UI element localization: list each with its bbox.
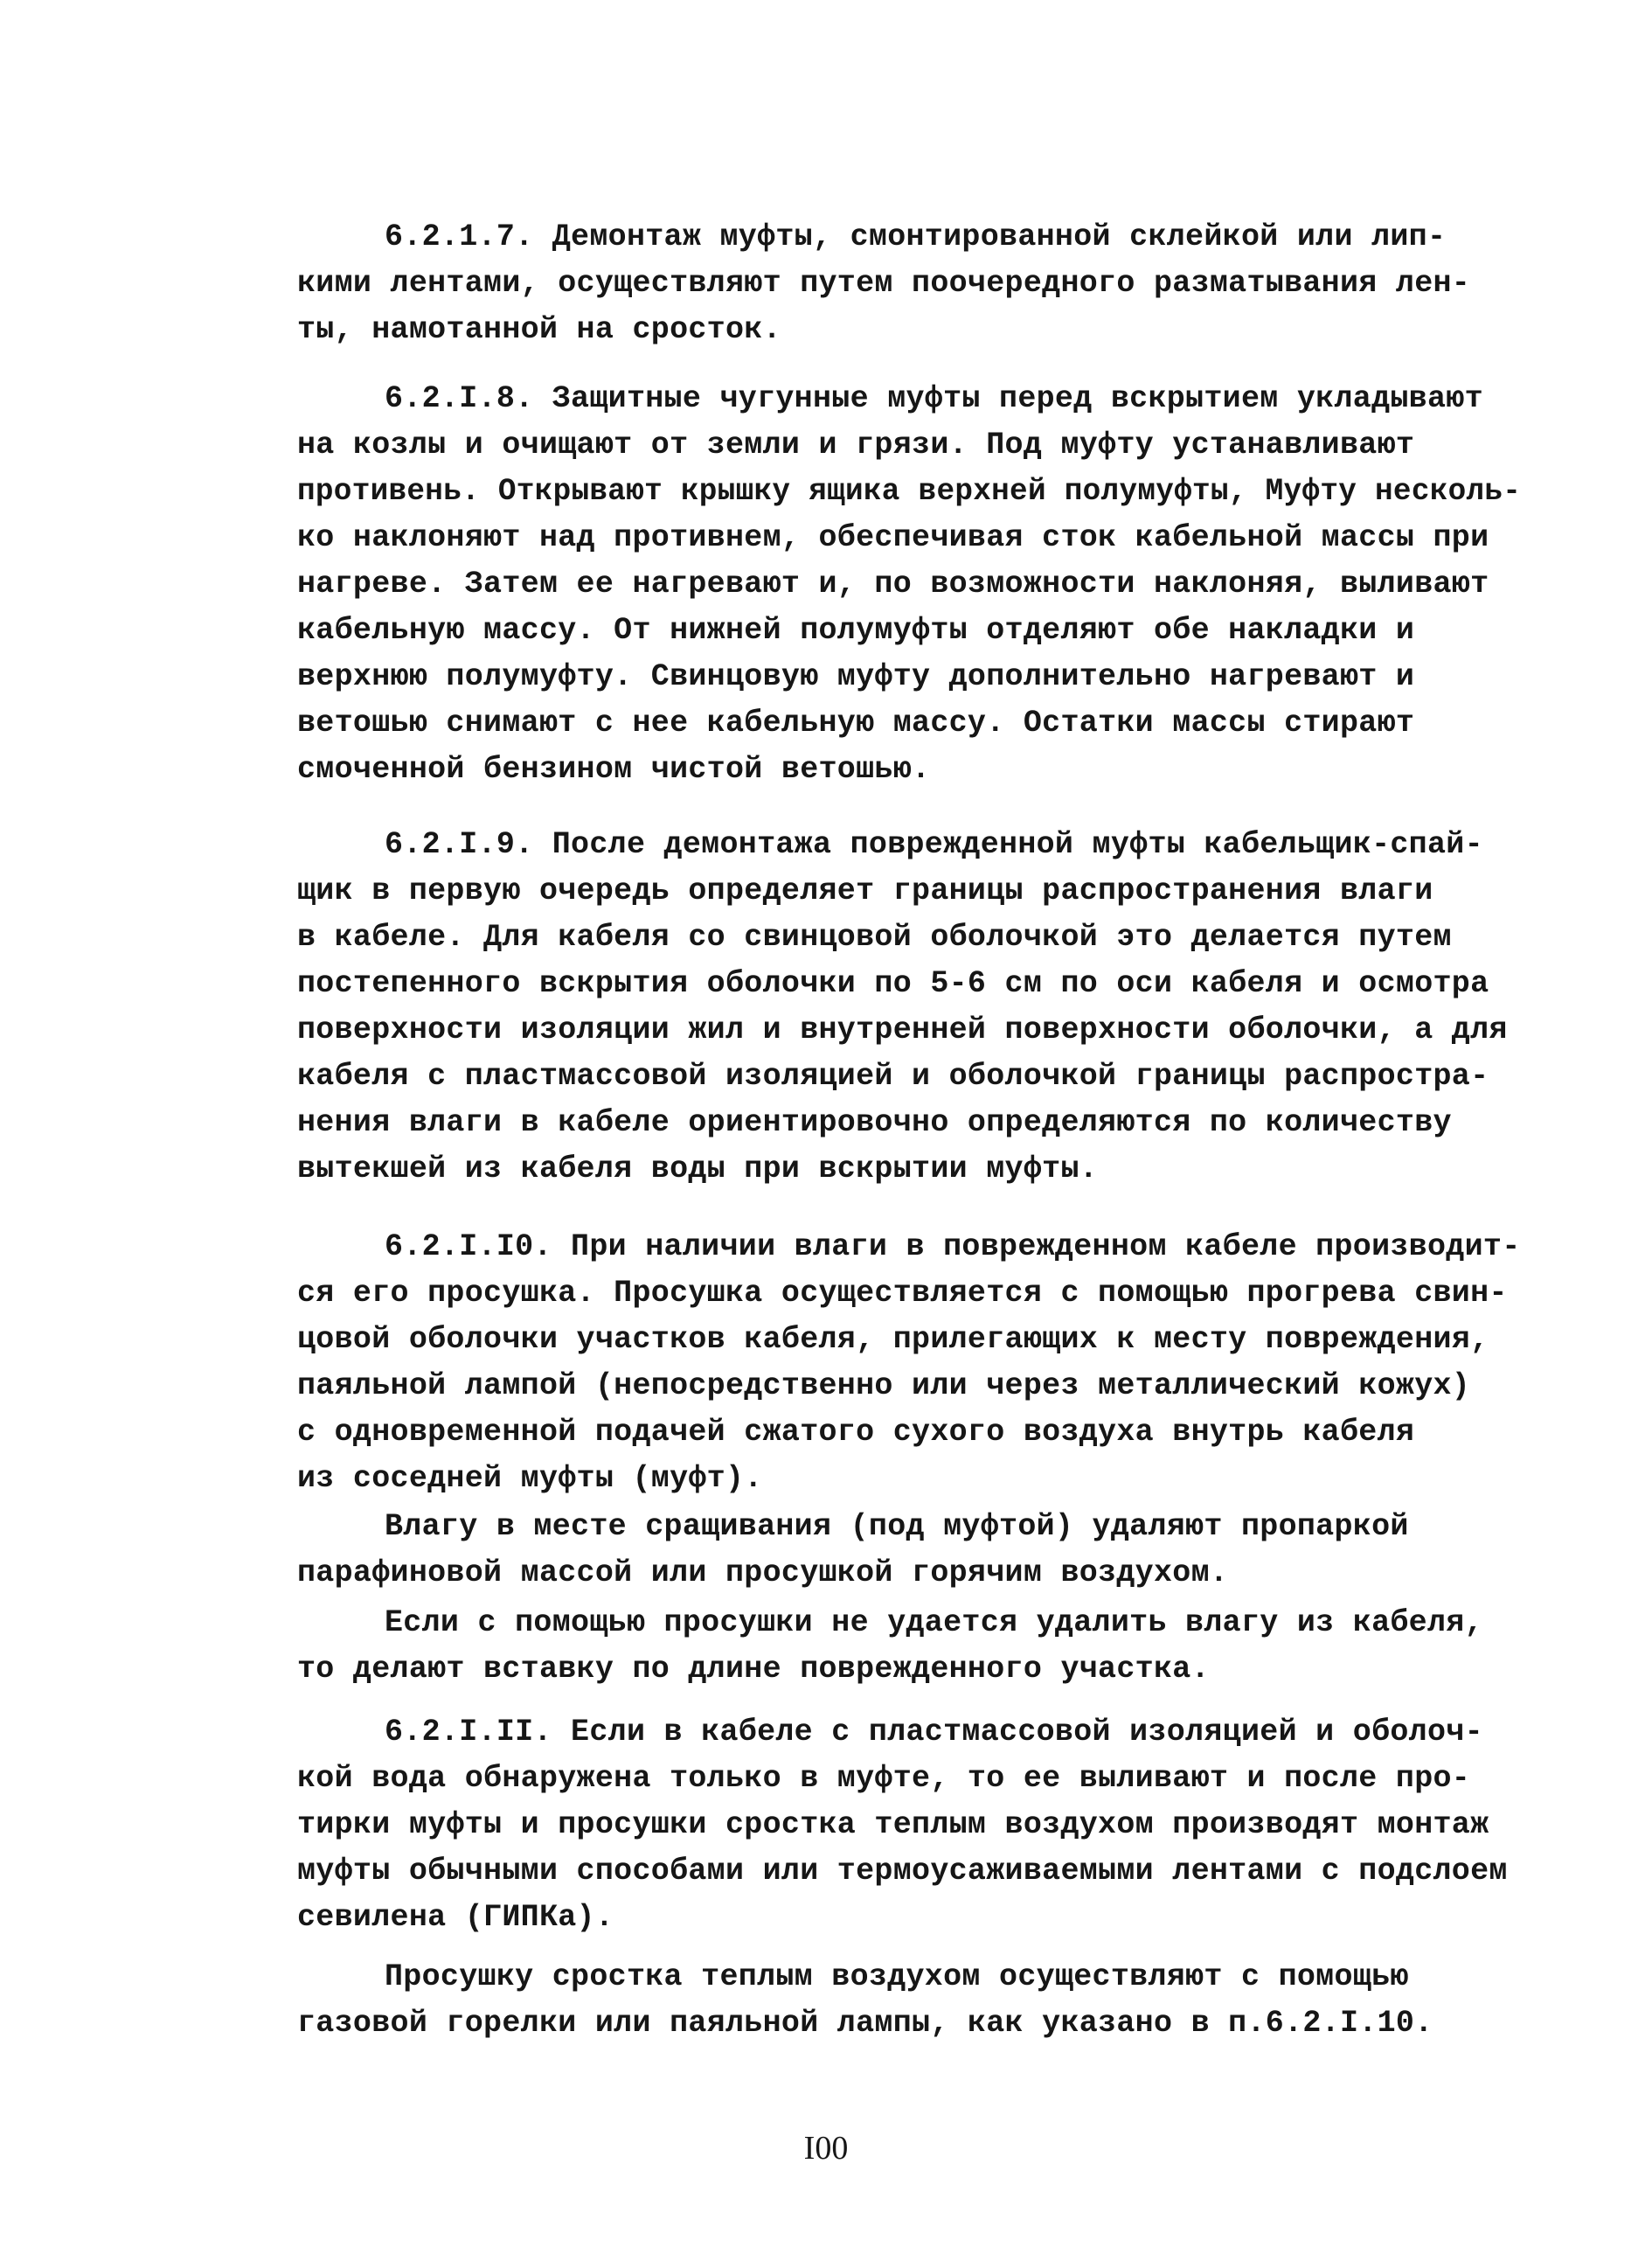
text-line: цовой оболочки участков кабеля, прилегающих к месту повреждения, — [297, 1322, 1489, 1357]
text-line: Влагу в месте сращивания (под муфтой) удаляют пропаркой — [385, 1509, 1409, 1544]
text-line: 6.2.1.7. Демонтаж муфты, смонтированной склейкой или лип- — [385, 219, 1447, 254]
text-line: тирки муфты и просушки сростка теплым воздухом производят монтаж — [297, 1807, 1489, 1842]
text-line: парафиновой массой или просушкой горячим воздухом. — [297, 1555, 1229, 1590]
text-line: щик в первую очередь определяет границы распространения влаги — [297, 873, 1433, 908]
text-line: то делают вставку по длине поврежденного участка. — [297, 1652, 1210, 1687]
text-line: ветошью снимают с нее кабельную массу. Остатки массы стирают — [297, 706, 1415, 741]
text-line: 6.2.I.II. Если в кабеле с пластмассовой изоляцией и оболоч- — [385, 1715, 1483, 1750]
text-line: вытекшей из кабеля воды при вскрытии муфты. — [297, 1151, 1099, 1186]
text-line: кабеля с пластмассовой изоляцией и оболочкой границы распростра- — [297, 1059, 1489, 1094]
paragraph-6-2-1-9 — [297, 822, 1521, 1193]
text-line: из соседней муфты (муфт). — [297, 1461, 763, 1496]
text-line: ко наклоняют над противнем, обеспечивая сток кабельной массы при — [297, 520, 1489, 555]
paragraph-drying — [297, 1954, 1521, 2047]
text-line: смоченной бензином чистой ветошью. — [297, 752, 931, 787]
paragraph-6-2-1-7 — [297, 214, 1521, 353]
text-line: муфты обычными способами или термоусаживаемыми лентами с подслоем — [297, 1854, 1508, 1889]
text-line: на козлы и очищают от земли и грязи. Под муфту устанавливают — [297, 428, 1415, 463]
text-line: 6.2.I.9. После демонтажа поврежденной муфты кабельщик-спай- — [385, 827, 1483, 862]
text-line: поверхности изоляции жил и внутренней поверхности оболочки, а для — [297, 1012, 1508, 1047]
text-line: в кабеле. Для кабеля со свинцовой оболочкой это делается путем — [297, 920, 1452, 955]
text-line: кабельную массу. От нижней полумуфты отделяют обе накладки и — [297, 613, 1415, 648]
text-line: ся его просушка. Просушка осуществляется с помощью прогрева свин- — [297, 1276, 1508, 1311]
paragraph-insert — [297, 1600, 1521, 1693]
text-line: постепенного вскрытия оболочки по 5-6 см по оси кабеля и осмотра — [297, 966, 1489, 1001]
text-line: ты, намотанной на сросток. — [297, 312, 781, 347]
text-line: нагреве. Затем ее нагревают и, по возможности наклоняя, выливают — [297, 567, 1489, 602]
text-line: газовой горелки или паяльной лампы, как указано в п.6.2.I.10. — [297, 2006, 1433, 2041]
paragraph-6-2-1-11 — [297, 1709, 1521, 1941]
text-line: нения влаги в кабеле ориентировочно определяются по количеству — [297, 1105, 1452, 1140]
text-line: с одновременной подачей сжатого сухого воздуха внутрь кабеля — [297, 1415, 1415, 1450]
paragraph-moisture-removal — [297, 1504, 1521, 1597]
text-line: 6.2.I.I0. При наличии влаги в поврежденном кабеле производит- — [385, 1229, 1521, 1264]
text-line: Просушку сростка теплым воздухом осуществляют с помощью — [385, 1959, 1409, 1994]
text-line: паяльной лампой (непосредственно или через металлический кожух) — [297, 1368, 1471, 1403]
page-number: I00 — [803, 2130, 849, 2167]
text-line: Если с помощью просушки не удается удалить влагу из кабеля, — [385, 1605, 1483, 1640]
text-line: 6.2.I.8. Защитные чугунные муфты перед вскрытием укладывают — [385, 381, 1483, 416]
paragraph-6-2-1-8 — [297, 376, 1521, 793]
text-line: кими лентами, осуществляют путем поочередного разматывания лен- — [297, 266, 1471, 301]
text-line: верхнюю полумуфту. Свинцовую муфту дополнительно нагревают и — [297, 659, 1415, 694]
text-line: кой вода обнаружена только в муфте, то ее выливают и после про- — [297, 1761, 1471, 1796]
text-line: противень. Открывают крышку ящика верхней полумуфты, Муфту несколь- — [297, 474, 1522, 509]
paragraph-6-2-1-10 — [297, 1224, 1521, 1502]
text-line: севилена (ГИПКа). — [297, 1900, 614, 1935]
